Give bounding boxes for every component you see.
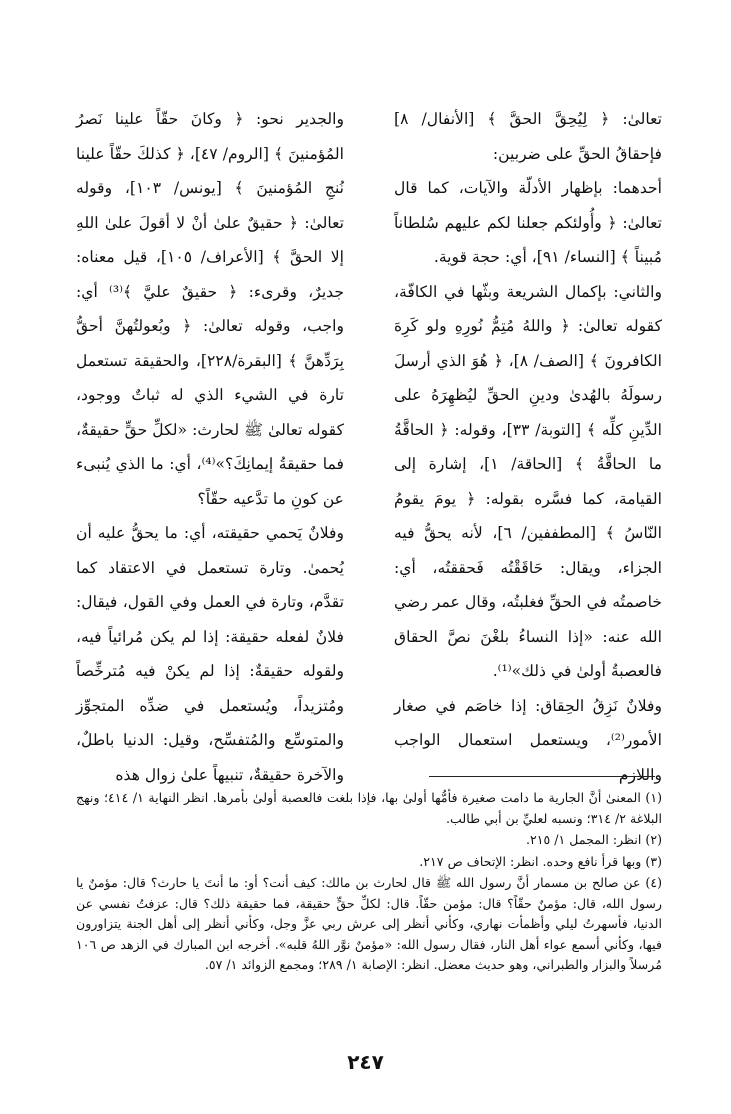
body-text <box>76 102 663 784</box>
page-number: ٢٤٧ <box>347 1050 384 1074</box>
footnote: (٤) عن صالح بن مسمار أنَّ رسول الله ﷺ قال لحارث بن مالك: كيف أنت؟ أو: ما أنتَ يا حارث؟ قال: مؤمنٌ يا رسول الله، قال: مؤمنٌ حقّاً؟ قال: مؤمن حقّاً. قال: لكلِّ حقٍّ حقيقة، فما حقيقة ذلك؟ قال: عزفتُ نفسي عن الدنيا، فأسهرتُ ليلي وأظمأت نهاري، وكأني أنظر إلى عرش ربي عزَّ وجل، وكأني أنظر إلى أهل الجنة يتزاورون فيها، وكأني أسمع عواء أهل النار، فقال رسول الله: «مؤمنٌ نوَّر اللهُ قلبه». أخرجه ابن المبارك في الزهد ص ١٠٦ مُرسلاً والبزار والطبراني، وهو حديث معضل. انظر: الإصابة ١/ ٢٨٩؛ ومجمع الزوائد ١/ ٥٧. <box>76 875 662 972</box>
footnote: (٣) وبها قرأ نافع وحده. انظر: الإتحاف ص ٢١٧. <box>419 853 662 869</box>
footnote-divider <box>429 776 655 777</box>
footnotes <box>76 788 662 977</box>
paragraph: أحدهما: بإظهار الأدلّة والآيات، كما قال تعالىٰ: ﴿ وأُولئكم جعلنا لكم عليهم سُلطاناً مُبيناً ﴾ [النساء/ ٩١]، أي: حجة قوية. <box>394 179 662 266</box>
paragraph: والثاني: بإكمال الشريعة وبثّها في الكافّة، كقوله تعالىٰ: ﴿ واللهُ مُتِمُّ نُورِهِ ولو كَرِهَ الكافرونَ ﴾ [الصف/ ٨]، ﴿ هُوَ الذي أرسلَ رسولَهُ بالهُدىٰ ودينِ الحقِّ ليُظهِرَهُ على الدِّينِ كلِّه ﴾ [التوبة/ ٣٣]، وقوله: ﴿ الحاقَّةُ ما الحاقَّةُ ﴾ [الحاقة/ ١]، إشارة إلى القيامة، كما فسَّره بقوله: ﴿ يومَ يقومُ النّاسُ ﴾ [المطففين/ ٦]، لأنه يحقُّ فيه الجزاء، ويقال: حَاقَقْتُه فَحققتُه، أي: خاصمتُه في الحقِّ فغلبتُه، وقال عمر رضي الله عنه: «إذا النساءُ بلغْنَ نصَّ الحقاق فالعصبةُ أولىٰ في ذلك»⁽¹⁾. <box>394 282 663 680</box>
footnote: (٢) انظر: المجمل ١/ ٢١٥. <box>525 832 662 847</box>
paragraph: وفلانٌ نَزِقُ الحِقاق: إذا خاصَم في صغار الأمور⁽²⁾، ويستعمل استعمال الواجب واللازم <box>394 696 662 784</box>
footnote: (١) المعنىٰ أنَّ الجارية ما دامت صغيرة فأمُّها أولىٰ بها، فإذا بلغت فالعصبة أولىٰ بأمرها. انظر النهاية ١/ ٤١٤؛ ونهج البلاغة ٢/ ٣١٤؛ ونسبه لعليِّ بن أبي طالب. <box>76 790 662 826</box>
right-column <box>394 102 662 792</box>
paragraph: وفلانٌ يَحمي حقيقته، أي: ما يحقُّ عليه أن يُحمىٰ. وتارة تستعمل في الاعتقاد كما تقدَّم، وتارة في العمل وفي القول، فيقال: فلانٌ لفعله حقيقة: إذا لم يكن مُرائياً فيه، ولقوله حقيقةٌ: إذا لم يكنْ فيه مُترخِّصاً ومُتزيداً، ويُستعمل في ضدِّه المتجوِّز والمتوسِّع والمُتفسِّح، وقيل: الدنيا باطلٌ، والآخرة حقيقةٌ، تنبيهاً علىٰ زوال هذه <box>76 524 344 784</box>
paragraph: تعالىٰ: ﴿ لِيُحِقَّ الحقَّ ﴾ [الأنفال/ ٨] فإحقاقُ الحقِّ على ضربين: <box>394 110 662 163</box>
left-column <box>76 102 344 792</box>
paragraph: والجدير نحو: ﴿ وكانَ حقّاً علينا نَصرُ المُؤمنينَ ﴾ [الروم/ ٤٧]، ﴿ كذلكَ حقّاً علينا نُنجِ المُؤمنينَ ﴾ [يونس/ ١٠٣]، وقوله تعالىٰ: ﴿ حقيقٌ علىٰ أنْ لا أقولَ علىٰ اللهِ إلا الحقَّ ﴾ [الأعراف/ ١٠٥]، قيل معناه: جديرٌ، وقرىء: ﴿ حقيقٌ عليَّ ﴾⁽³⁾ أي: واجب، وقوله تعالىٰ: ﴿ وبُعولتُهنَّ أحقُّ بِرَدِّهنَّ ﴾ [البقرة/٢٢٨]، والحقيقة تستعمل تارة في الشيء الذي له ثباتٌ ووجود، كقوله تعالىٰ ﷺ لحارث: «لكلِّ حقٍّ حقيقةٌ، فما حقيقةُ إيمانِكَ؟»⁽⁴⁾، أي: ما الذي يُنبىء عن كونِ ما تدَّعيه حقّاً؟ <box>76 110 345 508</box>
